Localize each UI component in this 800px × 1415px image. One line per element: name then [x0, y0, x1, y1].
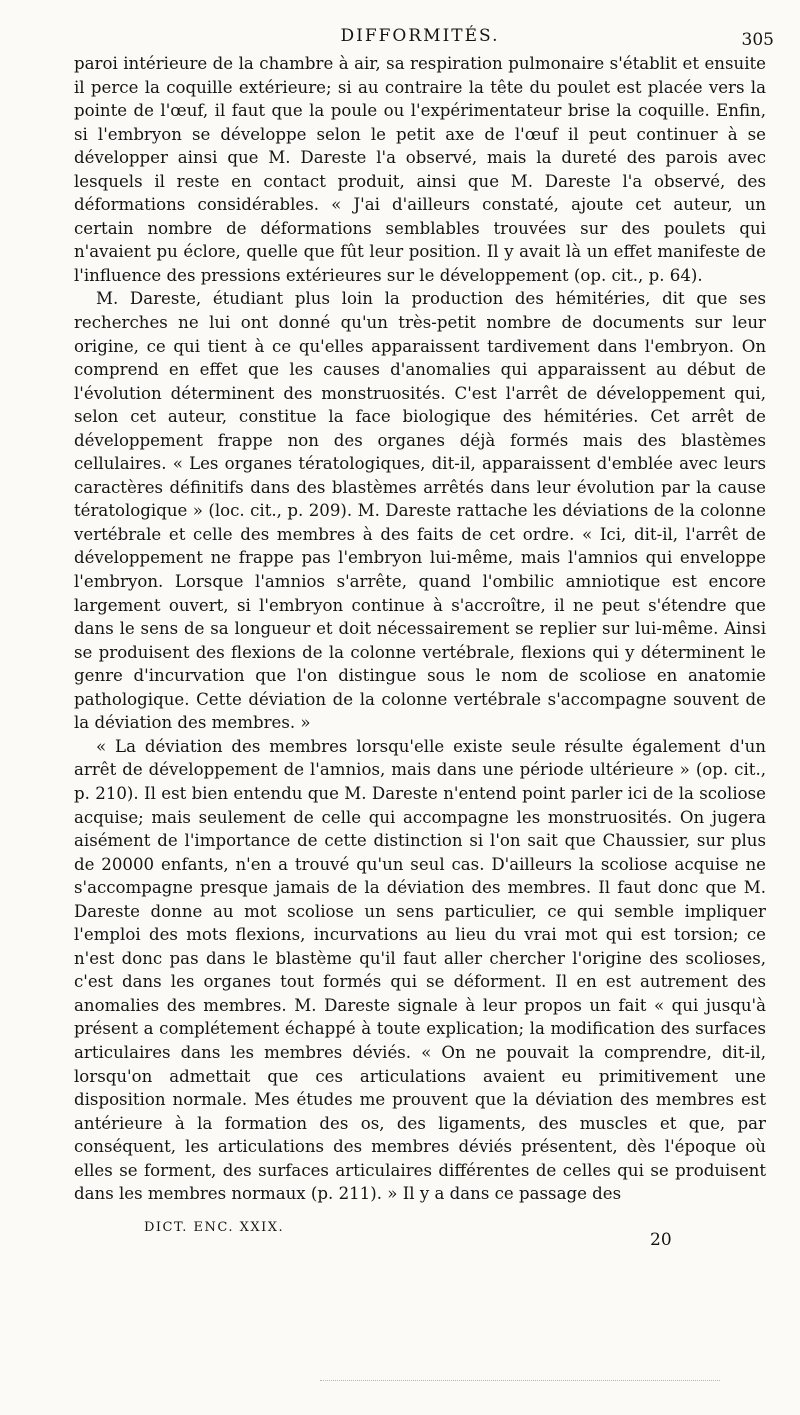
paragraph-2: M. Dareste, étudiant plus loin la production des hémitéries, dit que ses recherches ne lui ont donné qu'un très-petit nombre de documents sur leur origine, ce qui tient à ce qu'elles apparaissent tardivement dans l'embryon. On comprend en effet que les causes d'anomalies qui apparaissent au début de l'évolution déterminent des monstruosités. C'est l'arrêt de développement qui, selon cet auteur, constitue la face biologique des hémitéries. Cet arrêt de développement frappe non des organes déjà formés mais des blastèmes cellulaires. « Les organes tératologiques, dit-il, apparaissent d'emblée avec leurs caractères définitifs dans des blastèmes arrêtés dans leur évolution par la cause tératologique » (loc. cit., p. 209). M. Dareste rattache les déviations de la colonne vertébrale et celle des membres à des faits de cet ordre. « Ici, dit-il, l'arrêt de développement ne frappe pas l'embryon lui-même, mais l'amnios qui enveloppe l'embryon. Lorsque l'amnios s'arrête, quand l'ombilic amniotique est encore largement ouvert, si l'embryon continue à s'accroître, il ne peut s'étendre que dans le sens de sa longueur et doit nécessairement se replier sur lui-même. Ainsi se produisent des flexions de la colonne vertébrale, flexions qui y déterminent le genre d'incurvation que l'on distingue sous le nom de scoliose en anatomie pathologique. Cette déviation de la colonne vertébrale s'accompagne souvent de la déviation des membres. »	[74, 289, 766, 733]
paragraph-3: « La déviation des membres lorsqu'elle existe seule résulte également d'un arrêt de développement de l'amnios, mais dans une période ultérieure » (op. cit., p. 210). Il est bien entendu que M. Dareste n'entend point parler ici de la scoliose acquise; mais seulement de celle qui accompagne les monstruosités. On jugera aisément de l'importance de cette distinction si l'on sait que Chaussier, sur plus de 20000 enfants, n'en a trouvé qu'un seul cas. D'ailleurs la scoliose acquise ne s'accompagne presque jamais de la déviation des membres. Il faut donc que M. Dareste donne au mot scoliose un sens particulier, ce qui semble impliquer l'emploi des mots flexions, incurvations au lieu du vrai mot qui est torsion; ce n'est donc pas dans le blastème qu'il faut aller chercher l'origine des scolioses, c'est dans les organes tout formés qui se déforment. Il en est autrement des anomalies des membres. M. Dareste signale à leur propos un fait « qui jusqu'à présent a complétement échappé à toute explication; la modification des surfaces articulaires dans les membres déviés. « On ne pouvait la comprendre, dit-il, lorsqu'on admettait que ces articulations avaient eu primitivement une disposition normale. Mes études me prouvent que la déviation des membres est antérieure à la formation des os, des ligaments, des muscles et que, par conséquent, les articulations des membres déviés présentent, dès l'époque où elles se forment, des surfaces articulaires différentes de celles qui se produisent dans les membres normaux (p. 211). » Il y a dans ce passage des	[74, 736, 766, 1204]
paragraph-1: paroi intérieure de la chambre à air, sa respiration pulmonaire s'établit et ensuite il perce la coquille extérieure; si au contraire la tête du poulet est placée vers la pointe de l'œuf, il faut que la poule ou l'expérimentateur brise la coquille. Enfin, si l'embryon se développe selon le petit axe de l'œuf il peut continuer à se développer ainsi que M. Dareste l'a observé, mais la dureté des parois avec lesquels il reste en contact produit, ainsi que M. Dareste l'a observé, des déformations considérables. « J'ai d'ailleurs constaté, ajoute cet auteur, un certain nombre de déformations semblables trouvées sur des poulets qui n'avaient pu éclore, quelle que fût leur position. Il y avait là un effet manifeste de l'influence des pressions extérieures sur le développement (op. cit., p. 64).	[74, 54, 766, 285]
body-text	[74, 52, 766, 1206]
running-title: DIFFORMITÉS.	[340, 26, 500, 46]
document-page	[74, 22, 774, 1256]
page-number: 305	[741, 30, 774, 50]
page-header	[74, 22, 774, 52]
printer-signature: DICT. ENC. XXIX.	[144, 1219, 285, 1235]
sheet-number: 20	[650, 1229, 672, 1250]
bottom-dotted-rule	[320, 1380, 720, 1381]
page-footer	[74, 1216, 766, 1256]
